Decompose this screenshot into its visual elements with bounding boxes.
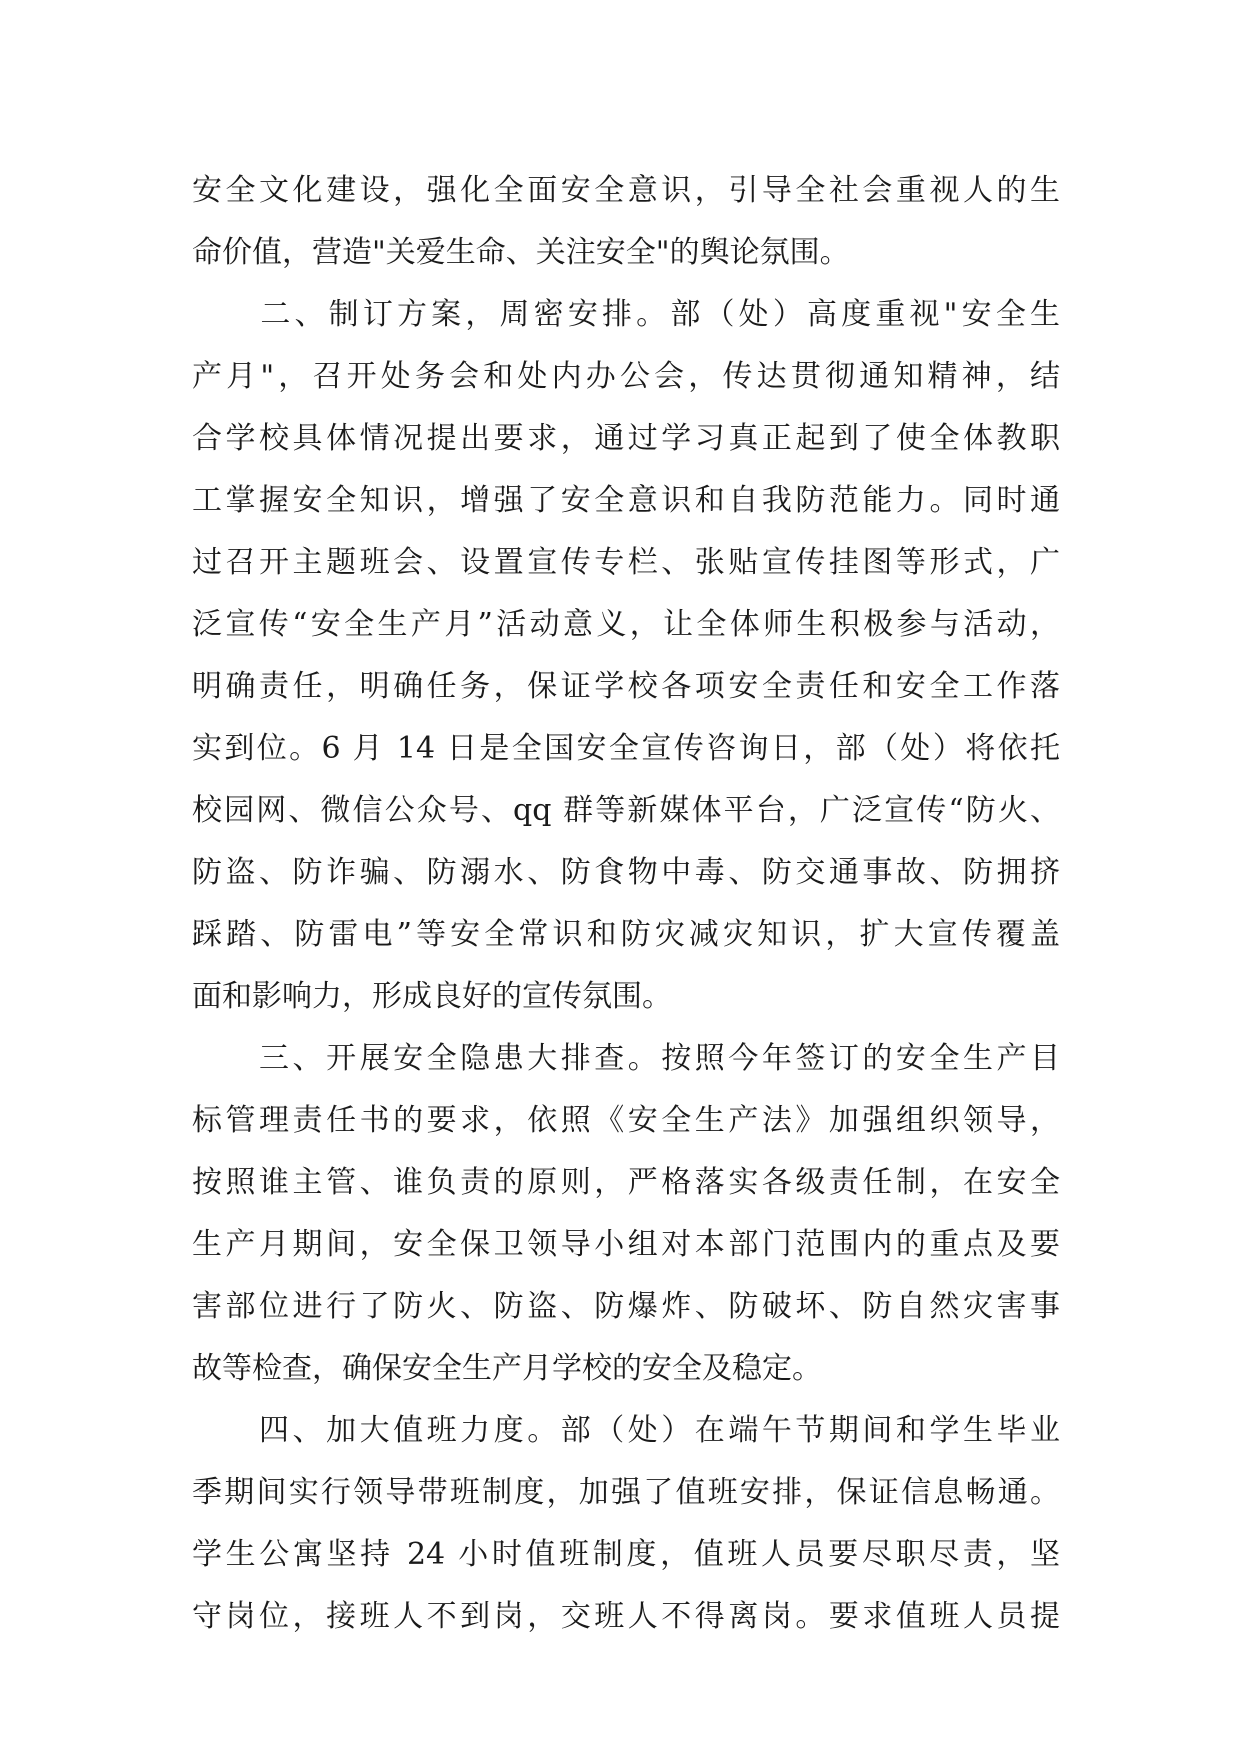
text-line: 季期间实行领导带班制度，加强了值班安排，保证信息畅通。 xyxy=(192,1475,1060,1510)
text-line: 命价值，营造"关爱生命、关注安全"的舆论氛围。 xyxy=(192,235,850,270)
text-line: 害部位进行了防火、防盗、防爆炸、防破坏、防自然灾害事 xyxy=(192,1289,1060,1324)
text-line: 学生公寓坚持 24 小时值班制度，值班人员要尽职尽责，坚 xyxy=(192,1537,1060,1572)
text-line: 二、制订方案，周密安排。部（处）高度重视"安全生 xyxy=(192,297,1060,332)
text-line: 标管理责任书的要求，依照《安全生产法》加强组织领导， xyxy=(192,1103,1060,1138)
text-line: 产月"，召开处务会和处内办公会，传达贯彻通知精神，结 xyxy=(192,359,1060,394)
text-line: 实到位。6 月 14 日是全国安全宣传咨询日，部（处）将依托 xyxy=(192,731,1060,766)
text-line: 安全文化建设，强化全面安全意识，引导全社会重视人的生 xyxy=(192,173,1060,208)
text-line: 四、加大值班力度。部（处）在端午节期间和学生毕业 xyxy=(192,1413,1060,1448)
text-line: 过召开主题班会、设置宣传专栏、张贴宣传挂图等形式，广 xyxy=(192,545,1060,580)
text-line: 合学校具体情况提出要求，通过学习真正起到了使全体教职 xyxy=(192,421,1060,456)
text-line: 工掌握安全知识，增强了安全意识和自我防范能力。同时通 xyxy=(192,483,1060,518)
text-line: 按照谁主管、谁负责的原则，严格落实各级责任制，在安全 xyxy=(192,1165,1060,1200)
text-line: 三、开展安全隐患大排查。按照今年签订的安全生产目 xyxy=(192,1041,1060,1076)
text-line: 踩踏、防雷电”等安全常识和防灾减灾知识，扩大宣传覆盖 xyxy=(192,917,1060,952)
text-line: 防盗、防诈骗、防溺水、防食物中毒、防交通事故、防拥挤 xyxy=(192,855,1060,890)
text-line: 故等检查，确保安全生产月学校的安全及稳定。 xyxy=(192,1351,822,1386)
body-text xyxy=(192,160,1060,1648)
text-line: 校园网、微信公众号、qq 群等新媒体平台，广泛宣传“防火、 xyxy=(192,793,1060,828)
text-line: 明确责任，明确任务，保证学校各项安全责任和安全工作落 xyxy=(192,669,1060,704)
text-line: 守岗位，接班人不到岗，交班人不得离岗。要求值班人员提 xyxy=(192,1599,1060,1634)
text-line: 泛宣传“安全生产月”活动意义，让全体师生积极参与活动， xyxy=(192,607,1060,642)
text-line: 生产月期间，安全保卫领导小组对本部门范围内的重点及要 xyxy=(192,1227,1060,1262)
text-line: 面和影响力，形成良好的宣传氛围。 xyxy=(192,979,672,1014)
